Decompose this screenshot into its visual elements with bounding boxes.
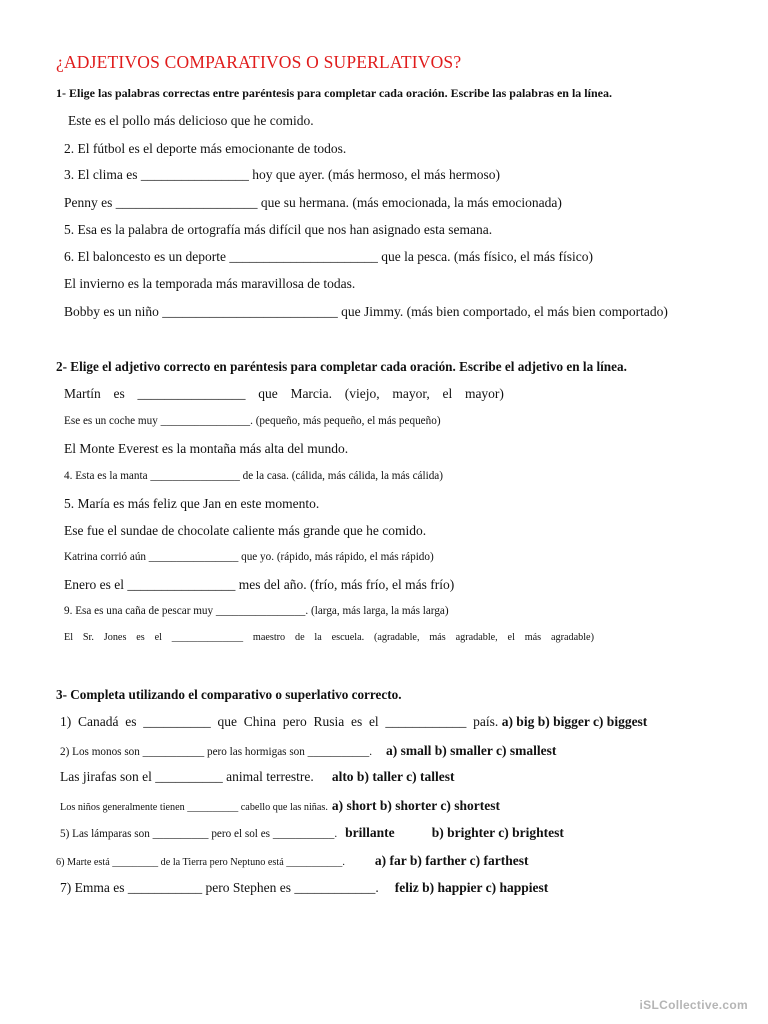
word: agradable, xyxy=(455,632,498,643)
section-3-item xyxy=(60,879,548,897)
word: El xyxy=(64,632,74,643)
answer-options: brillante b) brighter c) brightest xyxy=(345,825,564,840)
section-2-item: 5. María es más feliz que Jan en este momento. xyxy=(64,496,320,511)
answer-blank: ________________ xyxy=(137,386,246,401)
watermark-footer: iSLCollective.com xyxy=(639,998,748,1012)
section-2-item: Ese es un coche muy ________________. (pequeño, más pequeño, el más pequeño) xyxy=(64,415,441,427)
section-1-item: 6. El baloncesto es un deporte ______________________ que la pesca. (más físico, el más físico) xyxy=(64,249,594,264)
word: (viejo, xyxy=(344,386,380,401)
answer-options: a) far b) farther c) farthest xyxy=(374,853,529,868)
section-1-item: 2. El fútbol es el deporte más emocionante de todos. xyxy=(64,141,347,156)
answer-blank: ______________ xyxy=(171,632,244,643)
answer-options: feliz b) happier c) happiest xyxy=(394,880,549,895)
page-title: ¿ADJETIVOS COMPARATIVOS O SUPERLATIVOS? xyxy=(56,52,462,72)
word: Martín xyxy=(64,386,101,401)
section-2-item-justified xyxy=(64,386,504,402)
section-1-item: Bobby es un niño __________________________ que Jimmy. (más bien comportado, el más bien comportado) xyxy=(64,304,668,319)
section-3-item xyxy=(60,742,556,760)
section-3-item xyxy=(60,714,647,730)
sentence: 5) Las lámparas son __________ pero el sol es ___________. xyxy=(60,828,338,840)
section-3-item xyxy=(60,797,500,815)
word: Sr. xyxy=(82,632,94,643)
section-1-item: 3. El clima es ________________ hoy que ayer. (más hermoso, el más hermoso) xyxy=(64,167,501,182)
section-2-item: Enero es el ________________ mes del año. (frío, más frío, el más frío) xyxy=(64,577,455,592)
section-2-item: Ese fue el sundae de chocolate caliente más grande que he comido. xyxy=(64,523,427,538)
word: mayor, xyxy=(392,386,430,401)
section-2-item: 4. Esta es la manta ________________ de la casa. (cálida, más cálida, la más cálida) xyxy=(64,470,443,482)
word: (agradable, xyxy=(373,632,420,643)
answer-options: a) short b) shorter c) shortest xyxy=(331,798,501,813)
answer-options: alto b) taller c) tallest xyxy=(331,769,455,784)
word: es xyxy=(113,386,125,401)
section-1-item: Este es el pollo más delicioso que he comido. xyxy=(68,113,314,128)
section-2-item: Katrina corrió aún ________________ que yo. (rápido, más rápido, el más rápido) xyxy=(64,551,434,563)
sentence: 6) Marte está _________ de la Tierra pero Neptuno está ___________. xyxy=(56,857,345,868)
answer-options: a) big b) bigger c) biggest xyxy=(501,714,648,729)
section-1-item: Penny es _____________________ que su hermana. (más emocionada, la más emocionada) xyxy=(64,195,562,210)
word: Marcia. xyxy=(290,386,333,401)
section-2-item: 9. Esa es una caña de pescar muy ________________. (larga, más larga, la más larga) xyxy=(64,605,449,617)
section-1-item: 5. Esa es la palabra de ortografía más difícil que nos han asignado esta semana. xyxy=(64,222,493,237)
sentence: Los niños generalmente tienen __________ cabello que las niñas. xyxy=(60,802,328,813)
word: más xyxy=(429,632,446,643)
sentence: 2) Los monos son ___________ pero las hormigas son ___________. xyxy=(60,746,372,758)
word: la xyxy=(314,632,322,643)
word: de xyxy=(294,632,305,643)
sentence: 7) Emma es ___________ pero Stephen es ____________. xyxy=(60,880,379,895)
word: el xyxy=(507,632,515,643)
section-3-item xyxy=(60,768,455,786)
section-3-item xyxy=(56,852,528,870)
word: Jones xyxy=(103,632,127,643)
section-1-instruction: 1- Elige las palabras correctas entre paréntesis para completar cada oración. Escribe las palabras en la línea. xyxy=(56,86,612,100)
section-3-item xyxy=(60,824,564,842)
section-3-instruction: 3- Completa utilizando el comparativo o superlativo correcto. xyxy=(56,687,402,702)
answer-options: a) small b) smaller c) smallest xyxy=(386,743,557,758)
word: mayor) xyxy=(464,386,504,401)
sentence: 1) Canadá es __________ que China pero Rusia es el ____________ país. xyxy=(60,714,499,729)
word: agradable) xyxy=(550,632,594,643)
word: escuela. xyxy=(331,632,365,643)
section-1-item: El invierno es la temporada más maravillosa de todas. xyxy=(64,276,356,291)
sentence: Las jirafas son el __________ animal terrestre. xyxy=(60,769,314,784)
word: es xyxy=(136,632,145,643)
section-2-item: El Monte Everest es la montaña más alta del mundo. xyxy=(64,441,349,456)
word: el xyxy=(442,386,453,401)
word: más xyxy=(524,632,542,643)
word: que xyxy=(258,386,278,401)
section-2-item-justified xyxy=(64,632,594,643)
word: maestro xyxy=(252,632,286,643)
word: el xyxy=(154,632,162,643)
section-2-instruction: 2- Elige el adjetivo correcto en paréntesis para completar cada oración. Escribe el adjetivo en la línea. xyxy=(56,359,627,374)
